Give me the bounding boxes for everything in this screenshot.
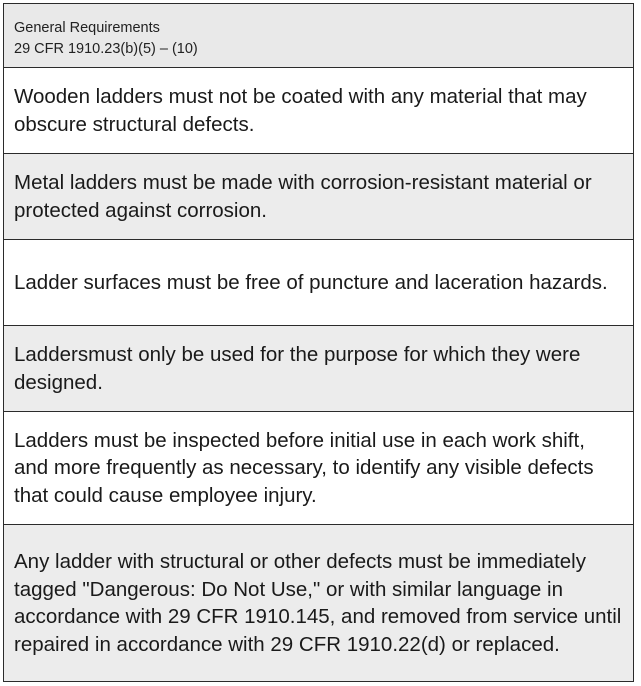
requirement-text: Laddersmust only be used for the purpose for which they were designed. — [14, 343, 581, 394]
requirement-text: Any ladder with structural or other defects must be immediately tagged "Dangerous: Do Not Use," or with similar language in accordance with 29 CFR 1910.145, and removed from service until repaired in accordance with 29 CFR 1910.22(d) or replaced. — [14, 550, 622, 656]
header-title: General Requirements — [14, 20, 160, 36]
requirement-text: Wooden ladders must not be coated with any material that may obscure structural defects. — [14, 85, 587, 136]
requirement-text: Ladder surfaces must be free of puncture and laceration hazards. — [14, 270, 608, 294]
requirement-row — [4, 240, 633, 326]
requirement-row — [4, 525, 633, 682]
requirement-text: Metal ladders must be made with corrosion-resistant material or protected against corrosion. — [14, 171, 592, 222]
requirement-row — [4, 326, 633, 412]
requirement-row — [4, 412, 633, 525]
header-citation: 29 CFR 1910.23(b)(5) – (10) — [14, 41, 198, 57]
requirements-table — [3, 3, 634, 682]
table-header — [4, 4, 633, 68]
requirement-row — [4, 68, 633, 154]
requirement-text: Ladders must be inspected before initial use in each work shift, and more frequently as necessary, to identify any visible defects that could cause employee injury. — [14, 428, 594, 507]
requirement-row — [4, 154, 633, 240]
